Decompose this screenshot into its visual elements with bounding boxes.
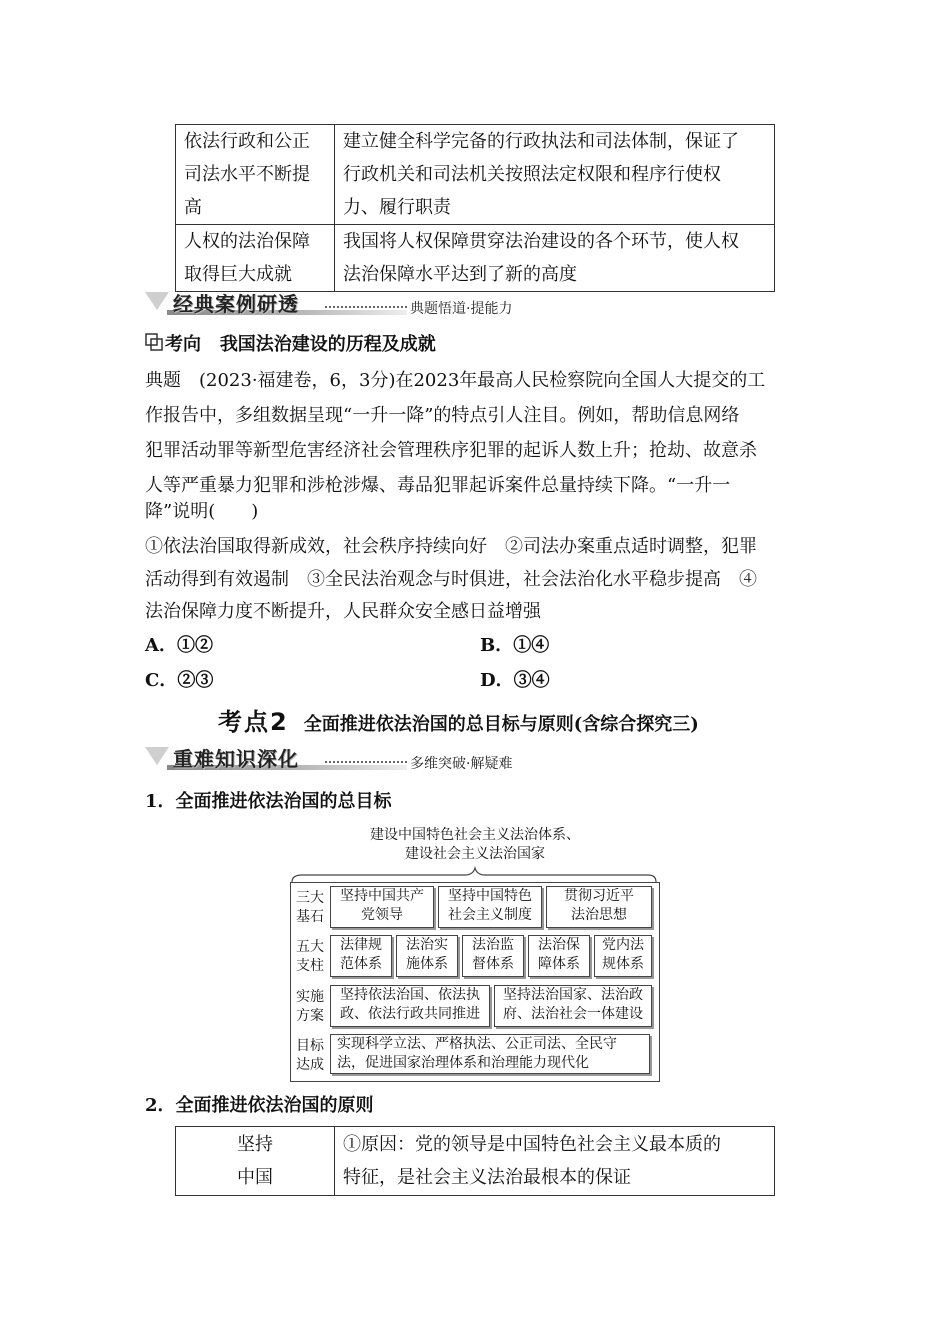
section-banner-key-knowledge <box>145 745 535 779</box>
diagram-box: 实现科学立法、严格执法、公正司法、全民守 法，促进国家治理体系和治理能力现代化 <box>330 1034 650 1074</box>
option-d: D．③④ <box>480 670 550 691</box>
statement-line: 法治保障力度不断提升，人民群众安全感日益增强 <box>145 601 541 622</box>
diagram-box: 法治实 施体系 <box>396 935 458 977</box>
banner-title: 经典案例研透 <box>173 292 299 316</box>
kaoxiang-title: 我国法治建设的历程及成就 <box>219 334 436 355</box>
diagram-box: 坚持中国共产 党领导 <box>330 886 434 928</box>
section-banner-classic-cases <box>145 290 535 324</box>
kaoxiang-heading <box>165 333 830 357</box>
row-label: 目标 达成 <box>296 1038 324 1073</box>
question-line: 人等严重暴力犯罪和涉枪涉爆、毒品犯罪起诉案件总量持续下降。“一升一 <box>145 475 731 496</box>
statement-line: ①依法治国取得新成效，社会秩序持续向好 ②司法办案重点适时调整，犯罪 <box>145 536 757 557</box>
statement-line: 活动得到有效遏制 ③全民法治观念与时俱进，社会法治化水平稳步提高 ④ <box>145 569 757 590</box>
cell-line: 我国将人权保障贯穿法治建设的各个环节，使人权 <box>343 231 739 252</box>
goal-diagram <box>290 826 660 1082</box>
cell-line: 力、履行职责 <box>343 197 451 218</box>
cell-line: 人权的法治保障 <box>184 231 310 252</box>
diagram-box: 法治保 障体系 <box>528 935 590 977</box>
row-label: 三大 基石 <box>296 890 324 925</box>
table-row <box>176 1127 775 1196</box>
diagram-top-text: 建设中国特色社会主义法治体系、 建设社会主义法治国家 <box>370 827 580 862</box>
cell-line: 司法水平不断提 <box>184 164 310 185</box>
row-label: 五大 支柱 <box>296 939 324 974</box>
question-line: 降”说明( ) <box>145 501 259 522</box>
banner-subtitle: 多维突破·解疑难 <box>410 756 513 772</box>
diagram-box: 坚持法治国家、法治政 府、法治社会一体建设 <box>494 985 652 1027</box>
table-row <box>176 125 775 225</box>
table-cell-right: ①原因：党的领导是中国特色社会主义最本质的 特征，是社会主义法治最根本的保证 <box>335 1127 775 1196</box>
banner-dots <box>325 306 407 308</box>
diagram-box: 坚持中国特色 社会主义制度 <box>438 886 542 928</box>
banner-subtitle: 典题悟道·提能力 <box>410 301 513 317</box>
section-heading: 1．全面推进依法治国的总目标 <box>145 791 392 812</box>
table-cell-right <box>335 125 775 225</box>
cell-line: 法治保障水平达到了新的高度 <box>343 264 577 285</box>
kaoxiang-label: 考向 <box>165 334 201 355</box>
cell-line: 取得巨大成就 <box>184 264 292 285</box>
diagram-box: 贯彻习近平 法治思想 <box>546 886 652 928</box>
table-row <box>176 225 775 292</box>
diagram-box: 坚持依法治国、依法执 政、依法行政共同推进 <box>330 985 490 1027</box>
cell-line: 高 <box>184 197 202 218</box>
kaodian-label: 考点2 <box>218 708 289 736</box>
diagram-box: 法治监 督体系 <box>462 935 524 977</box>
question-line: 犯罪活动罪等新型危害经济社会管理秩序犯罪的起诉人数上升；抢劫、故意杀 <box>145 440 757 461</box>
kaodian-title: 全面推进依法治国的总目标与原则(含综合探究三) <box>303 714 699 735</box>
row-label: 实施 方案 <box>296 989 324 1024</box>
kaodian-heading <box>218 702 699 737</box>
option-a: A．①② <box>145 635 213 656</box>
diagram-box: 党内法 规体系 <box>594 935 652 977</box>
cell-line: 建立健全科学完备的行政执法和司法体制，保证了 <box>343 131 739 152</box>
triangle-icon <box>145 747 169 765</box>
diagram-box: 法律规 范体系 <box>330 935 392 977</box>
option-b: B．①④ <box>480 635 550 656</box>
table-cell-left: 坚持 中国 <box>176 1127 335 1196</box>
section-heading: 2．全面推进依法治国的原则 <box>145 1095 374 1116</box>
banner-dots <box>325 761 407 763</box>
question-line: 作报告中，多组数据呈现“一升一降”的特点引人注目。例如，帮助信息网络 <box>145 405 740 426</box>
square-icon <box>145 333 163 351</box>
table-cell-right <box>335 225 775 292</box>
cell-line: 行政机关和司法机关按照法定权限和程序行使权 <box>343 164 721 185</box>
banner-title: 重难知识深化 <box>173 747 299 771</box>
table-cell-left <box>176 225 335 292</box>
option-c: C．②③ <box>145 670 214 691</box>
table-cell-left <box>176 125 335 225</box>
cell-line: 依法行政和公正 <box>184 131 310 152</box>
question-line: 典题 (2023·福建卷，6，3分)在2023年最高人民检察院向全国人大提交的工 <box>145 370 766 391</box>
principles-table <box>175 1126 775 1196</box>
triangle-icon <box>145 292 169 310</box>
achievements-table <box>175 124 775 292</box>
